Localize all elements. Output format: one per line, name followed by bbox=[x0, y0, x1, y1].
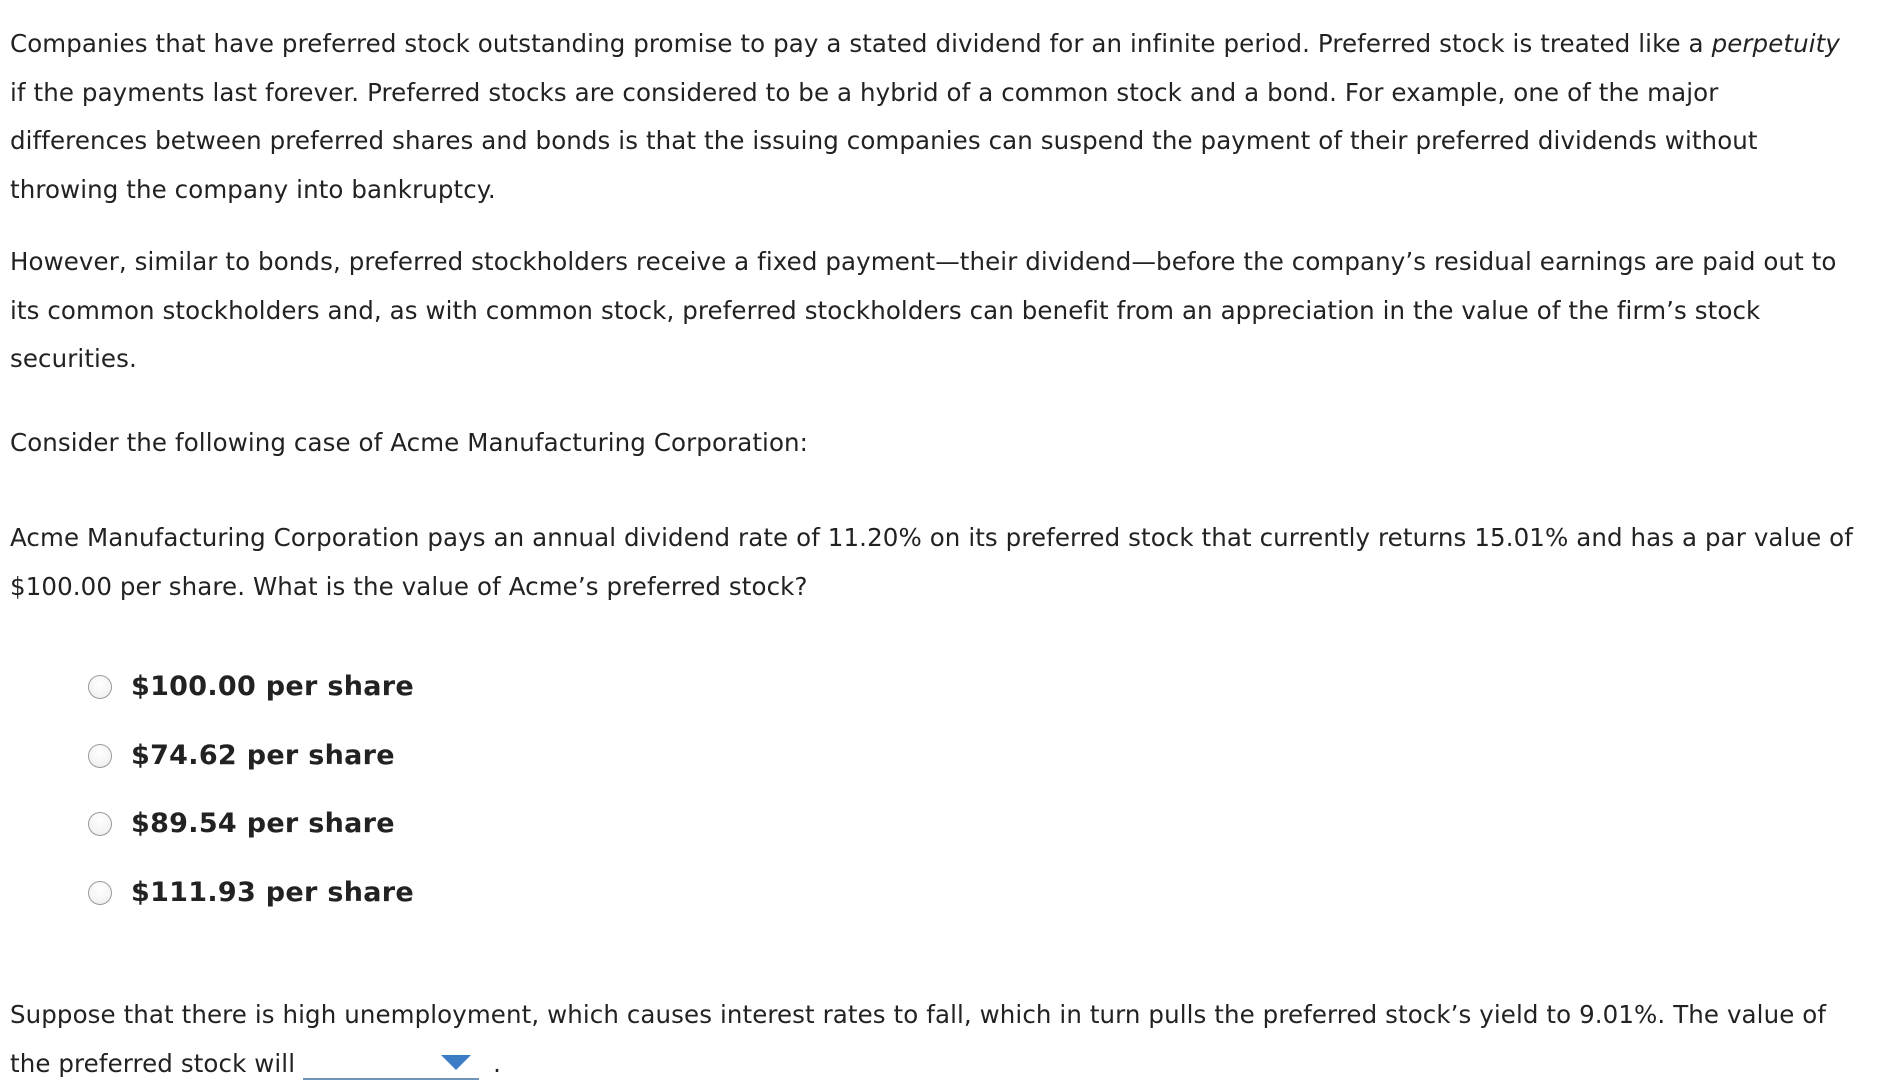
question-content bbox=[10, 20, 1860, 1088]
answer-option-label[interactable]: $89.54 per share bbox=[131, 808, 395, 839]
answer-option[interactable] bbox=[88, 859, 1860, 928]
chevron-down-icon[interactable] bbox=[441, 1055, 471, 1070]
intro-text-b: if the payments last forever. Preferred stocks are considered to be a hybrid of a common stock and a bond. For example, one of the major differences between preferred shares and bonds is that the issuing companies can suspend the payment of their preferred dividends without throwing the company into bankruptcy. bbox=[10, 77, 1758, 204]
radio-button[interactable] bbox=[88, 881, 112, 905]
answer-option[interactable] bbox=[88, 722, 1860, 791]
radio-button[interactable] bbox=[88, 812, 112, 836]
suppose-paragraph bbox=[10, 991, 1860, 1088]
intro-text-a: Companies that have preferred stock outstanding promise to pay a stated dividend for an infinite period. Preferred stock is treated like a bbox=[10, 29, 1712, 58]
question-paragraph: Acme Manufacturing Corporation pays an annual dividend rate of 11.20% on its preferred stock that currently returns 15.01% and has a par value of $100.00 per share. What is the value of Acme’s preferred stock? bbox=[10, 523, 1853, 601]
intro-paragraph bbox=[10, 20, 1860, 214]
radio-button[interactable] bbox=[88, 744, 112, 768]
consider-paragraph: Consider the following case of Acme Manufacturing Corporation: bbox=[10, 427, 809, 457]
answer-option-label[interactable]: $100.00 per share bbox=[131, 671, 414, 702]
answer-option[interactable] bbox=[88, 653, 1860, 722]
preferred-value-dropdown[interactable] bbox=[303, 1048, 479, 1080]
answer-option-label[interactable]: $111.93 per share bbox=[131, 876, 414, 908]
answer-options bbox=[10, 653, 1860, 927]
answer-option-label[interactable]: $74.62 per share bbox=[131, 739, 395, 771]
perpetuity-term: perpetuity bbox=[1711, 29, 1840, 58]
suppose-text: Suppose that there is high unemployment, which causes interest rates to fall, which in turn pulls the preferred stock’s yield to 9.01%. The value of the preferred stock will bbox=[10, 1000, 1827, 1078]
radio-button[interactable] bbox=[88, 675, 112, 699]
however-paragraph: However, similar to bonds, preferred stockholders receive a fixed payment—their dividend—before the company’s residual earnings are paid out to its common stockholders and, as with common stock, preferred stockholders can benefit from an appreciation in the value of the firm’s stock securities. bbox=[10, 247, 1837, 373]
trailing-period: . bbox=[493, 1048, 501, 1078]
answer-option[interactable] bbox=[88, 790, 1860, 859]
